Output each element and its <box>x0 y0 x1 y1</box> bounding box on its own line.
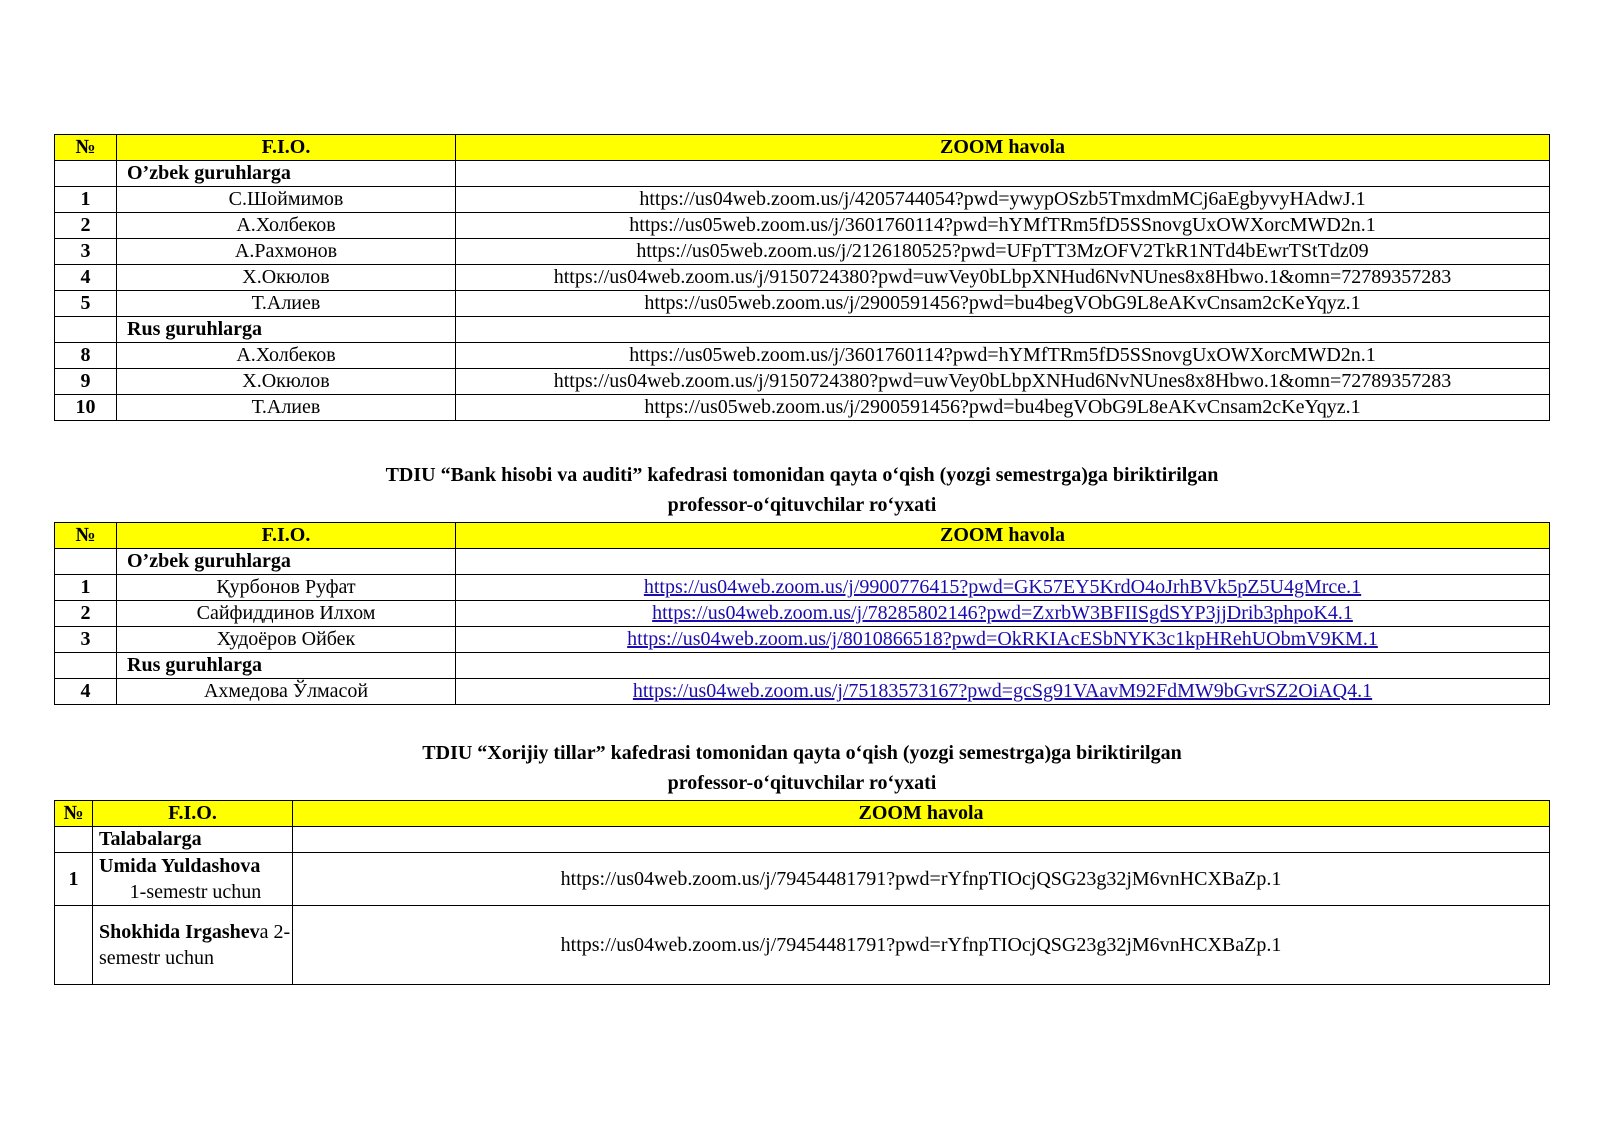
section-title: O’zbek guruhlarga <box>117 549 456 575</box>
table-row <box>55 213 1550 239</box>
teacher-note: 1-semestr uchun <box>129 881 262 903</box>
row-fio <box>93 853 293 906</box>
zoom-link: https://us04web.zoom.us/j/9150724380?pwd=uwVey0bLbpXNHud6NvNUnes8x8Hbwo.1&omn=72789357283 <box>456 265 1550 291</box>
zoom-link: https://us05web.zoom.us/j/3601760114?pwd=hYMfTRm5fD5SSnovgUxOWXorcMWD2n.1 <box>456 343 1550 369</box>
row-num: 10 <box>55 395 117 421</box>
row-fio: Т.Алиев <box>117 291 456 317</box>
table-row <box>55 853 1550 906</box>
heading-line-2: professor-o‘qituvchilar ro‘yxati <box>667 494 937 516</box>
row-num: 3 <box>55 627 117 653</box>
header-num: № <box>55 523 117 549</box>
table-row <box>55 291 1550 317</box>
table-row <box>55 343 1550 369</box>
section-heading-bank <box>54 460 1550 520</box>
row-fio: А.Холбеков <box>117 343 456 369</box>
section-title: Talabalarga <box>93 827 293 853</box>
zoom-link: https://us04web.zoom.us/j/79454481791?pwd=rYfnpTIOcjQSG23g32jM6vnHCXBaZp.1 <box>293 906 1550 985</box>
zoom-link: https://us05web.zoom.us/j/2900591456?pwd=bu4begVObG9L8eAKvCnsam2cKeYqyz.1 <box>456 395 1550 421</box>
row-num: 2 <box>55 213 117 239</box>
table-row <box>55 369 1550 395</box>
section-title: O’zbek guruhlarga <box>117 161 456 187</box>
row-num: 1 <box>55 187 117 213</box>
teacher-name: Shokhida Irgashev <box>99 921 260 943</box>
header-fio: F.I.O. <box>93 801 293 827</box>
row-num: 1 <box>55 853 93 906</box>
row-num: 4 <box>55 679 117 705</box>
row-fio: Худоёров Ойбек <box>117 627 456 653</box>
header-fio: F.I.O. <box>117 135 456 161</box>
zoom-link[interactable]: https://us04web.zoom.us/j/75183573167?pwd=gcSg91VAavM92FdMW9bGvrSZ2OiAQ4.1 <box>632 680 1373 702</box>
table-row <box>55 187 1550 213</box>
section-heading-languages <box>54 738 1550 798</box>
row-num: 9 <box>55 369 117 395</box>
teachers-table-1 <box>54 134 1550 421</box>
row-fio: Сайфиддинов Илхом <box>117 601 456 627</box>
row-fio: Х.Окюлов <box>117 265 456 291</box>
zoom-link: https://us04web.zoom.us/j/9150724380?pwd=uwVey0bLbpXNHud6NvNUnes8x8Hbwo.1&omn=72789357283 <box>456 369 1550 395</box>
heading-line-2: professor-o‘qituvchilar ro‘yxati <box>667 772 937 794</box>
table-row <box>55 679 1550 705</box>
row-num: 5 <box>55 291 117 317</box>
row-fio: Қурбонов Руфат <box>117 575 456 601</box>
header-link: ZOOM havola <box>293 801 1550 827</box>
row-fio: Х.Окюлов <box>117 369 456 395</box>
row-fio: Ахмедова Ўлмасой <box>117 679 456 705</box>
row-num: 8 <box>55 343 117 369</box>
zoom-link[interactable]: https://us04web.zoom.us/j/78285802146?pwd=ZxrbW3BFIISgdSYP3jjDrib3phpoK4.1 <box>652 602 1353 624</box>
teacher-note: a 2-semestr uchun <box>99 921 291 969</box>
row-num: 1 <box>55 575 117 601</box>
heading-line-1: TDIU “Xorijiy tillar” kafedrasi tomonidan qayta o‘qish (yozgi semestrga)ga biriktirilgan <box>422 742 1182 764</box>
zoom-link[interactable]: https://us04web.zoom.us/j/9900776415?pwd=GK57EY5KrdO4oJrhBVk5pZ5U4gMrce.1 <box>643 576 1362 598</box>
row-num: 4 <box>55 265 117 291</box>
teacher-name: Umida Yuldashova <box>99 855 261 877</box>
table-row <box>55 395 1550 421</box>
zoom-link: https://us04web.zoom.us/j/4205744054?pwd=ywypOSzb5TmxdmMCj6aEgbyvyHAdwJ.1 <box>456 187 1550 213</box>
table-header-row <box>55 801 1550 827</box>
header-link: ZOOM havola <box>456 523 1550 549</box>
table-header-row <box>55 523 1550 549</box>
row-fio: Т.Алиев <box>117 395 456 421</box>
table-row <box>55 239 1550 265</box>
section-title: Rus guruhlarga <box>117 317 456 343</box>
zoom-link: https://us05web.zoom.us/j/2900591456?pwd=bu4begVObG9L8eAKvCnsam2cKeYqyz.1 <box>456 291 1550 317</box>
row-num: 3 <box>55 239 117 265</box>
table-row <box>55 575 1550 601</box>
teachers-table-3 <box>54 800 1550 985</box>
heading-line-1: TDIU “Bank hisobi va auditi” kafedrasi tomonidan qayta o‘qish (yozgi semestrga)ga biriktirilgan <box>385 464 1219 486</box>
row-fio <box>93 906 293 985</box>
table-header-row <box>55 135 1550 161</box>
section-title: Rus guruhlarga <box>117 653 456 679</box>
row-num: 2 <box>55 601 117 627</box>
header-num: № <box>55 135 117 161</box>
zoom-link[interactable]: https://us04web.zoom.us/j/8010866518?pwd=OkRKIAcESbNYK3c1kpHRehUObmV9KM.1 <box>627 628 1378 650</box>
header-num: № <box>55 801 93 827</box>
zoom-link: https://us05web.zoom.us/j/3601760114?pwd=hYMfTRm5fD5SSnovgUxOWXorcMWD2n.1 <box>456 213 1550 239</box>
section-row <box>55 549 1550 575</box>
section-row <box>55 653 1550 679</box>
row-fio: А.Рахмонов <box>117 239 456 265</box>
table-row <box>55 265 1550 291</box>
table-row <box>55 601 1550 627</box>
header-link: ZOOM havola <box>456 135 1550 161</box>
section-row <box>55 827 1550 853</box>
section-row <box>55 161 1550 187</box>
row-fio: А.Холбеков <box>117 213 456 239</box>
table-row <box>55 906 1550 985</box>
row-fio: С.Шоймимов <box>117 187 456 213</box>
zoom-link: https://us04web.zoom.us/j/79454481791?pwd=rYfnpTIOcjQSG23g32jM6vnHCXBaZp.1 <box>293 853 1550 906</box>
row-num <box>55 906 93 985</box>
section-row <box>55 317 1550 343</box>
zoom-link: https://us05web.zoom.us/j/2126180525?pwd=UFpTT3MzOFV2TkR1NTd4bEwrTStTdz09 <box>456 239 1550 265</box>
header-fio: F.I.O. <box>117 523 456 549</box>
table-row <box>55 627 1550 653</box>
teachers-table-2 <box>54 522 1550 705</box>
